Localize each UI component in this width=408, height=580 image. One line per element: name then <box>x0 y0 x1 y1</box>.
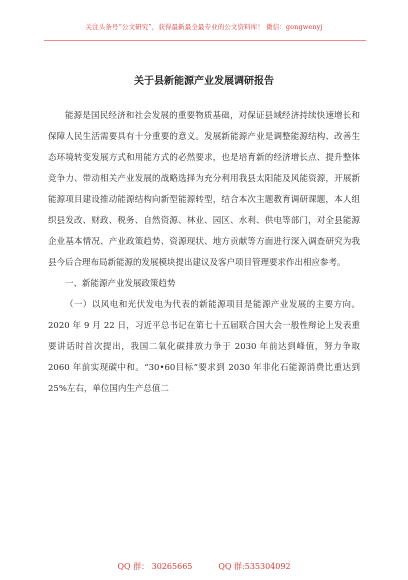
document-title: 关于县新能源产业发展调研报告 <box>134 76 274 87</box>
qq-footer <box>36 561 372 572</box>
document-body <box>48 106 360 400</box>
intro-paragraph: 能源是国民经济和社会发展的重要物质基础，对保证县域经济持续快速增长和保障人民生活需要具有十分重要的意义。发展新能源产业是调整能源结构、改善生态环境转变发展方式和用能方式的必然要求，也是培育新的经济增长点、提升整体竞争力、带动相关产业发展的战略选择为充分利用我县太阳能及风能资源，开展新能源项目建设推动能源结构向新型能源转型，结合本次主题教育调研课题，本人组织县发改、财政、税务、自然资源、林业、园区、水利、供电等部门，对全县能源企业基本情况、产业政策趋势、资源现状、地方贡献等方面进行深入调查研究为我县今后合理布局新能源的发展模块提出建议及客户项目管理要求作出相应参考。 <box>48 111 360 268</box>
promo-header: 关注头条号“公文研究”，获得最新最全最专业的公文资料库！ 微信：gongwenyj <box>85 23 323 31</box>
section-paragraph: （一）以风电和光伏发电为代表的新能源项目是能源产业发展的主要方向。2020 年 9 月 22 日，习近平总书记在第七十五届联合国大会一般性辩论上发表重要讲话时首次提出，我国二氧化碳排放力争于 2030 年前达到峰值，努力争取 2060 年前实现碳中和。“30•60目标”要求到 2030 年非化石能源消费比重达到 25%左右，单位国内生产总值二 <box>48 300 360 394</box>
header-divider <box>44 40 366 41</box>
qq-group-2: QQ 群:535304092 <box>218 562 291 571</box>
section-heading: 一、新能源产业发展政策趋势 <box>65 279 176 289</box>
qq-group-1: QQ 群： 30265665 <box>117 562 193 571</box>
